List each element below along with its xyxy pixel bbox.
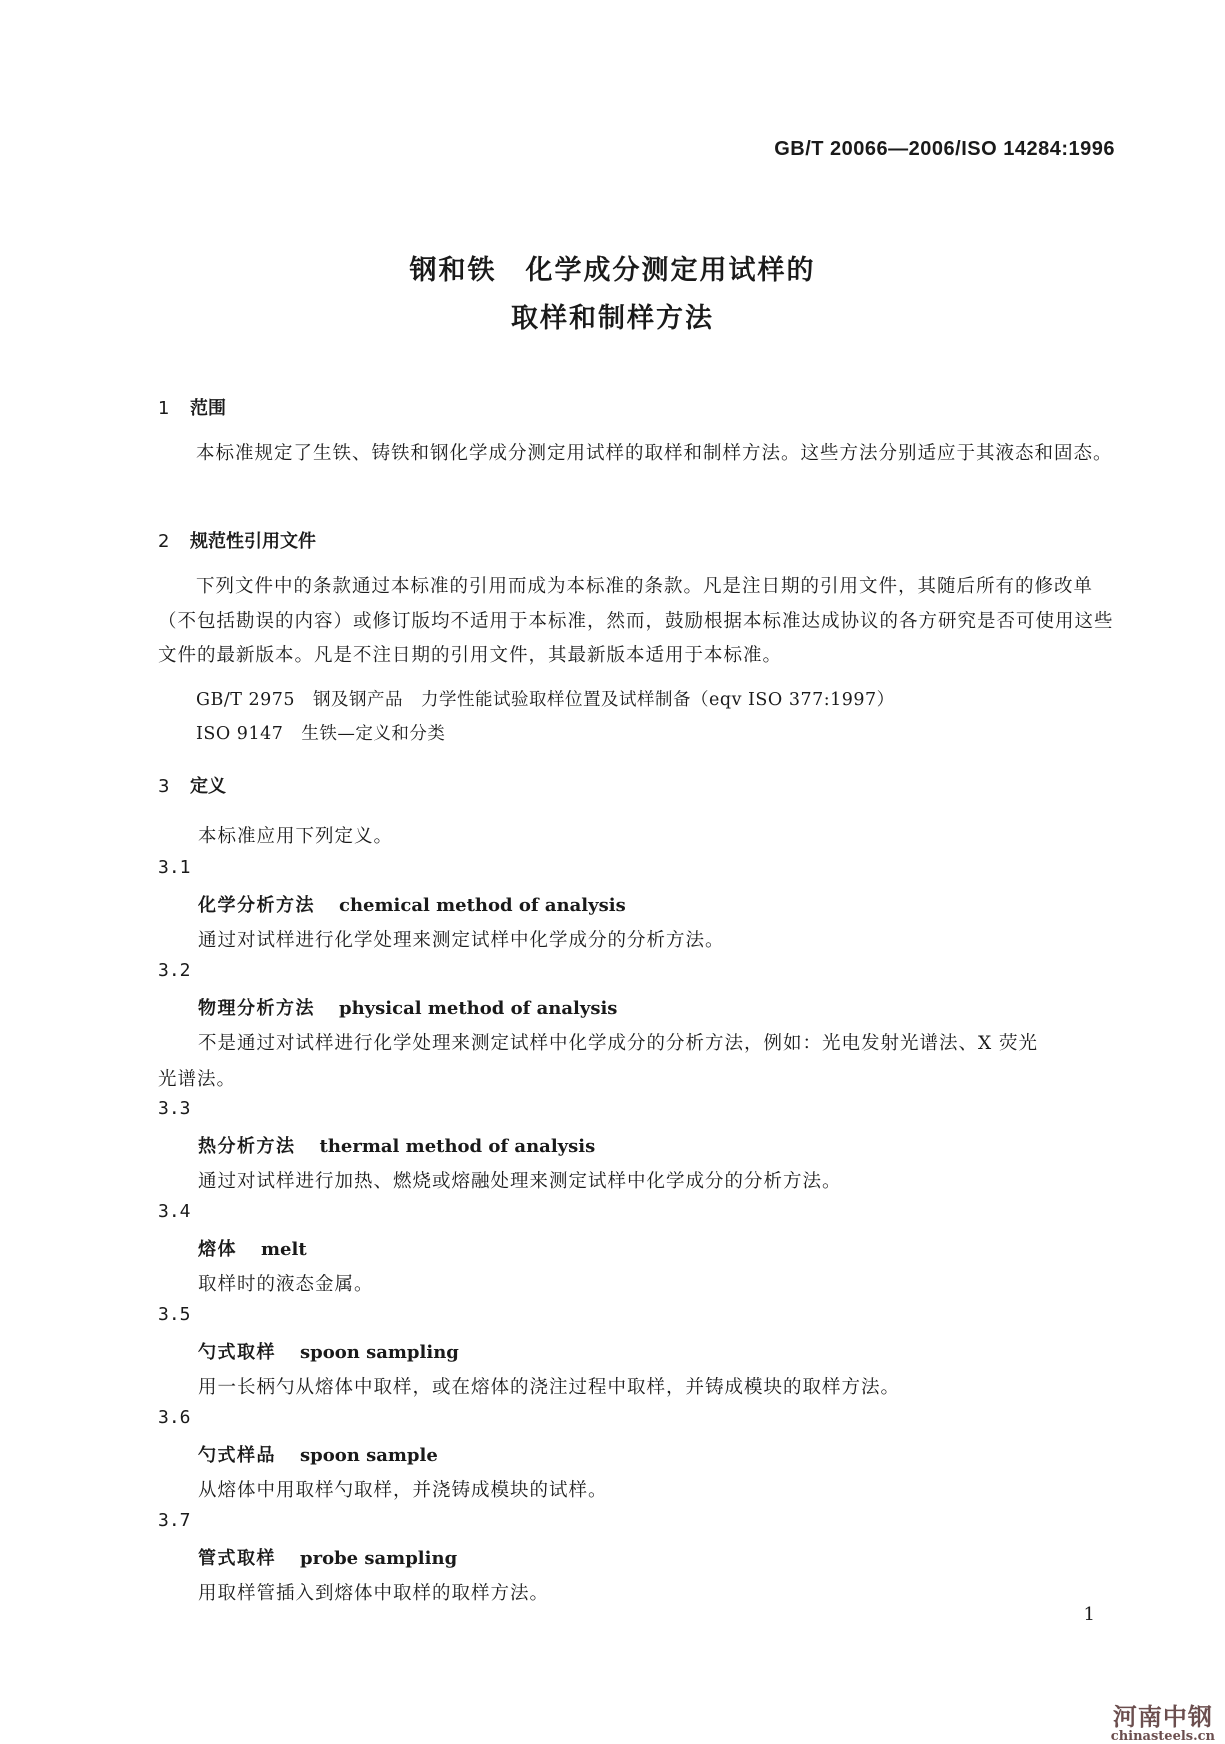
reference-item: GB/T 2975 钢及钢产品 力学性能试验取样位置及试样制备（eqv ISO 377:1997）	[196, 690, 895, 710]
section-title: 规范性引用文件	[190, 531, 316, 552]
watermark-name: 河南中钢	[1112, 1703, 1213, 1731]
watermark-site: chinasteels.cn	[1110, 1729, 1215, 1744]
term-english: thermal method of analysis	[319, 1136, 596, 1157]
definitions-intro: 本标准应用下列定义。	[198, 826, 394, 847]
definition-number: 3.6	[158, 1407, 191, 1428]
term-english: chemical method of analysis	[339, 895, 626, 916]
definition-term	[198, 994, 617, 1020]
section-1-heading	[158, 394, 226, 420]
document-title-line-2: 取样和制样方法	[511, 303, 714, 334]
section-2-heading	[158, 527, 316, 553]
definition-term	[198, 1235, 307, 1261]
definition-number: 3.4	[158, 1201, 191, 1222]
definition-term	[198, 1544, 457, 1570]
definition-text: 通过对试样进行化学处理来测定试样中化学成分的分析方法。	[198, 930, 725, 951]
page-number: 1	[1083, 1604, 1095, 1625]
term-english: probe sampling	[300, 1548, 458, 1569]
reference-item: ISO 9147 生铁—定义和分类	[196, 724, 446, 744]
term-chinese: 勺式取样	[198, 1342, 276, 1363]
section-1-paragraph: 本标准规定了生铁、铸铁和钢化学成分测定用试样的取样和制样方法。这些方法分别适应于其液态和固态。	[196, 443, 1113, 464]
definition-number: 3.7	[158, 1510, 191, 1531]
definition-text: 用一长柄勺从熔体中取样，或在熔体的浇注过程中取样，并铸成模块的取样方法。	[198, 1377, 901, 1398]
section-number: 2	[158, 531, 170, 552]
term-english: melt	[261, 1239, 307, 1260]
definition-text: 取样时的液态金属。	[198, 1274, 374, 1295]
definition-text: 从熔体中用取样勺取样，并浇铸成模块的试样。	[198, 1480, 608, 1501]
section-number: 1	[158, 398, 170, 419]
section-title: 范围	[190, 398, 226, 419]
definition-number: 3.3	[158, 1098, 191, 1119]
definition-text	[158, 1029, 1038, 1091]
term-english: spoon sample	[300, 1445, 438, 1466]
term-chinese: 熔体	[198, 1239, 237, 1260]
term-english: spoon sampling	[300, 1342, 459, 1363]
section-number: 3	[158, 776, 170, 797]
definition-text: 用取样管插入到熔体中取样的取样方法。	[198, 1583, 550, 1604]
definition-number: 3.1	[158, 857, 191, 878]
section-2-paragraph: 下列文件中的条款通过本标准的引用而成为本标准的条款。凡是注日期的引用文件，其随后所有的修改单（不包括勘误的内容）或修订版均不适用于本标准，然而，鼓励根据本标准达成协议的各方研究是否可使用这些文件的最新版本。凡是不注日期的引用文件，其最新版本适用于本标准。	[158, 576, 1114, 666]
term-chinese: 管式取样	[198, 1548, 276, 1569]
standard-number: GB/T 20066—2006/ISO 14284:1996	[774, 138, 1115, 160]
definition-term	[198, 1441, 438, 1467]
term-chinese: 化学分析方法	[198, 895, 315, 916]
definition-text-line: 不是通过对试样进行化学处理来测定试样中化学成分的分析方法，例如：光电发射光谱法、X 荧光	[198, 1033, 1039, 1054]
section-3-heading	[158, 772, 226, 798]
term-chinese: 物理分析方法	[198, 998, 315, 1019]
term-english: physical method of analysis	[339, 998, 618, 1019]
definition-term	[198, 1132, 595, 1158]
term-chinese: 热分析方法	[198, 1136, 296, 1157]
definition-text: 通过对试样进行加热、燃烧或熔融处理来测定试样中化学成分的分析方法。	[198, 1171, 842, 1192]
definition-term	[198, 1338, 459, 1364]
section-title: 定义	[190, 776, 226, 797]
watermark-logo	[1111, 1704, 1215, 1744]
definition-number: 3.5	[158, 1304, 191, 1325]
definition-term	[198, 891, 626, 917]
document-title-line-1: 钢和铁 化学成分测定用试样的	[409, 255, 816, 286]
definition-text-line: 光谱法。	[158, 1069, 237, 1090]
term-chinese: 勺式样品	[198, 1445, 276, 1466]
definition-number: 3.2	[158, 960, 191, 981]
